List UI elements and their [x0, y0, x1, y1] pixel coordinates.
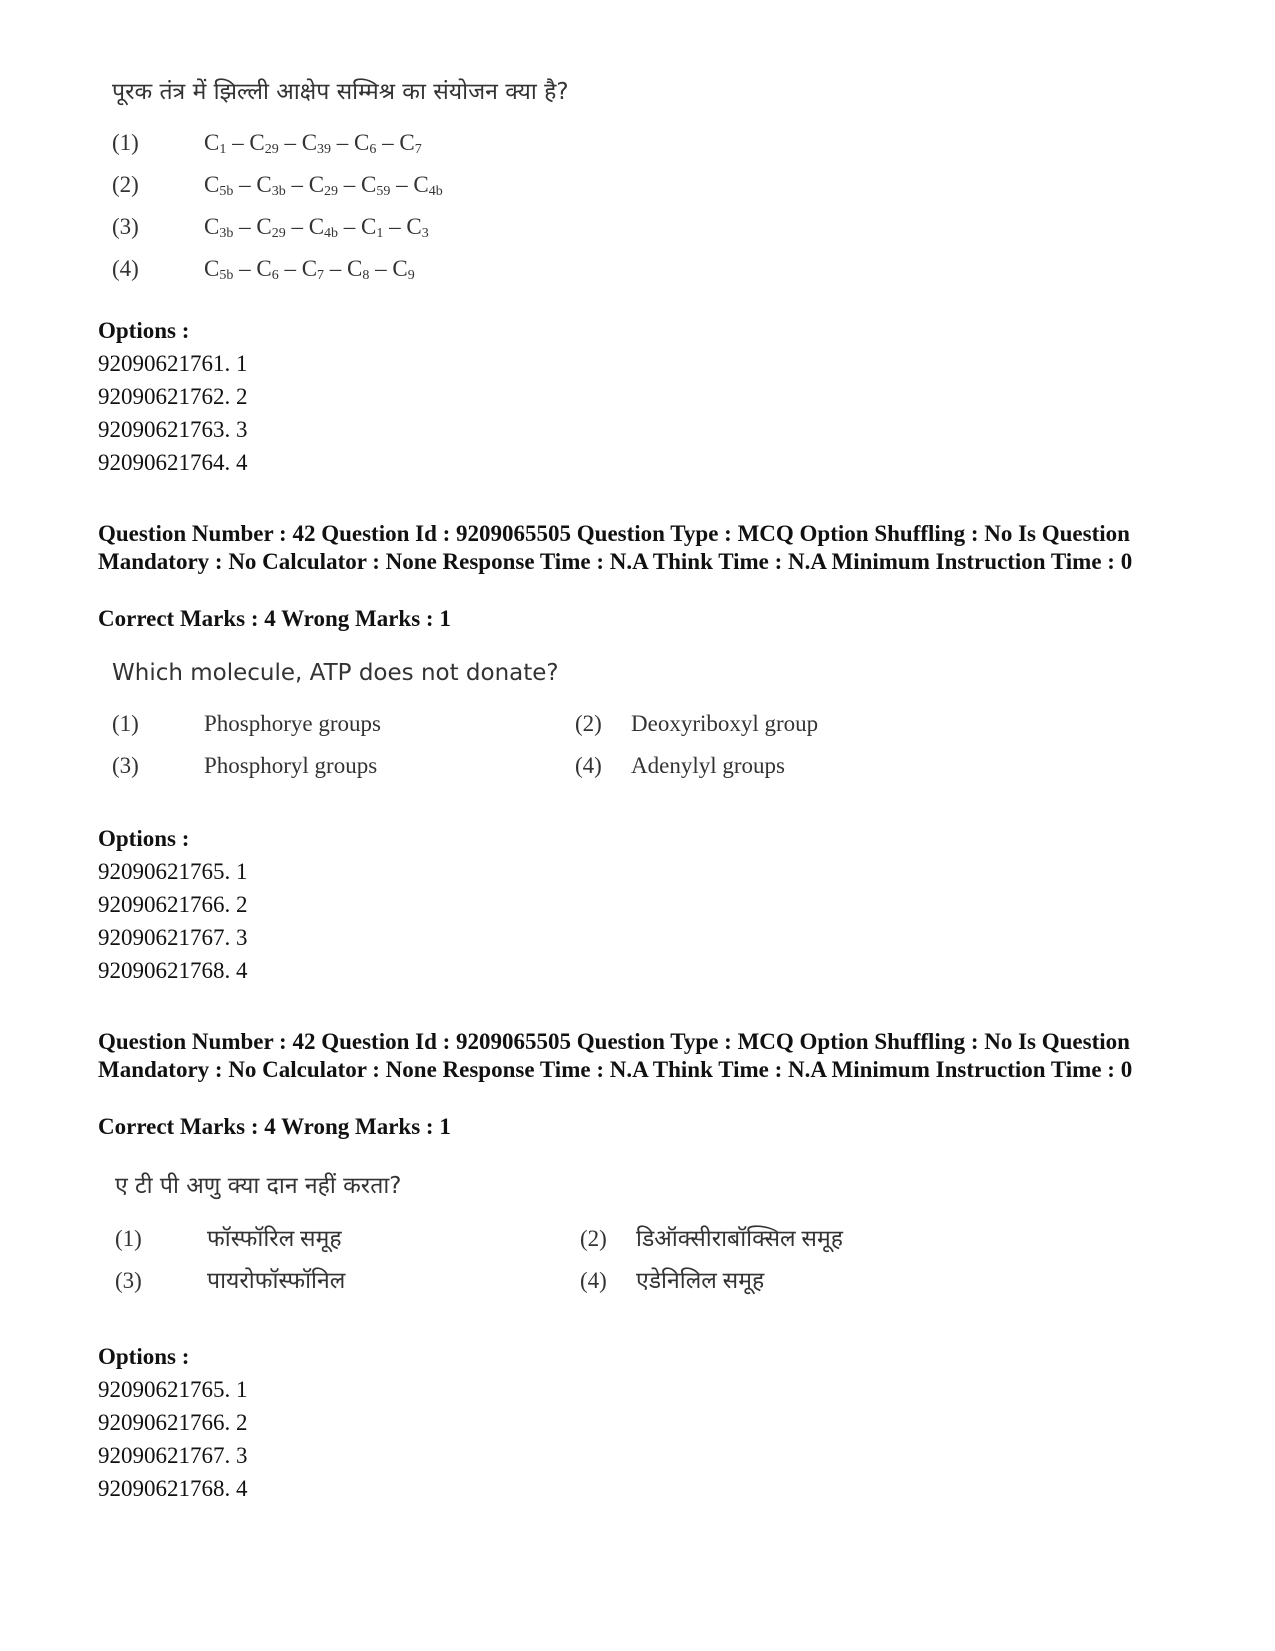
choice-text: फॉस्फॉरिल समूह [207, 1226, 342, 1251]
formula-term: $C_{4b}$ [308, 214, 339, 241]
option-item: 92090621763. 3 [98, 417, 248, 442]
options-label: Options : [98, 318, 190, 343]
q3-choice-3 [115, 1263, 345, 1295]
choice-number: (3) [112, 753, 139, 778]
choice-text: Deoxyriboxyl group [631, 711, 819, 736]
option-item: 92090621767. 3 [98, 925, 248, 950]
q2-choice-2 [575, 711, 818, 737]
formula-dash: – [324, 256, 348, 281]
q2-choice-3 [112, 753, 377, 779]
option-item: 92090621762. 2 [98, 384, 248, 409]
choice-formula [204, 256, 415, 281]
choice-text: डिऑक्सीराबॉक्सिल समूह [636, 1226, 843, 1251]
formula-term: $C_7$ [399, 130, 422, 157]
choice-number: (1) [115, 1226, 142, 1251]
choice-number: (4) [580, 1268, 607, 1293]
option-item: 92090621764. 4 [98, 450, 248, 475]
option-item: 92090621765. 1 [98, 859, 248, 884]
formula-term: $C_3$ [406, 214, 429, 241]
q3-choice-4 [580, 1263, 764, 1295]
formula-dash: – [226, 130, 250, 155]
formula-dash: – [278, 130, 302, 155]
formula-dash: – [233, 256, 257, 281]
formula-term: $C_{3b}$ [204, 214, 234, 241]
choice-text: Adenylyl groups [631, 753, 785, 778]
q3-marks: Correct Marks : 4 Wrong Marks : 1 [98, 1114, 451, 1139]
choice-text: Phosphorye groups [204, 711, 381, 736]
option-item: 92090621761. 1 [98, 351, 248, 376]
formula-dash: – [233, 214, 257, 239]
formula-dash: – [369, 256, 393, 281]
choice-number: (1) [112, 711, 139, 736]
formula-dash: – [233, 172, 257, 197]
choice-number: (2) [112, 172, 139, 197]
formula-term: $C_9$ [392, 256, 415, 283]
choice-number: (1) [112, 130, 139, 155]
formula-dash: – [285, 172, 309, 197]
q2-marks: Correct Marks : 4 Wrong Marks : 1 [98, 606, 451, 631]
choice-formula [204, 214, 429, 239]
q1-choice-4 [112, 256, 415, 284]
formula-dash: – [383, 214, 407, 239]
formula-term: $C_{5b}$ [204, 172, 234, 199]
choice-text: पायरोफॉस्फॉनिल [207, 1268, 346, 1293]
formula-term: $C_{59}$ [361, 172, 391, 199]
option-item: 92090621765. 1 [98, 1377, 248, 1402]
option-item: 92090621768. 4 [98, 1476, 248, 1501]
q2-meta: Question Number : 42 Question Id : 9209065505 Question Type : MCQ Option Shuffling : No Is Question Mandatory : No Calculator : None Response Time : N.A Think Time : N.A Minimum Instruction Time : 0 [98, 521, 1133, 574]
q2-choice-4 [575, 753, 785, 779]
formula-term: $C_{29}$ [256, 214, 286, 241]
option-item: 92090621767. 3 [98, 1443, 248, 1468]
formula-term: $C_{29}$ [308, 172, 339, 199]
q2-choice-1 [112, 711, 381, 737]
q1-options [98, 314, 248, 479]
formula-term: $C_6$ [354, 130, 377, 157]
options-label: Options : [98, 1344, 190, 1369]
q1-choice-1 [112, 130, 422, 158]
choice-number: (4) [112, 256, 139, 281]
formula-dash: – [285, 214, 309, 239]
formula-term: $C_{3b}$ [256, 172, 286, 199]
formula-term: $C_7$ [301, 256, 325, 283]
choice-number: (4) [575, 753, 602, 778]
formula-term: $C_8$ [347, 256, 370, 283]
formula-term: $C_{4b}$ [413, 172, 443, 199]
option-item: 92090621768. 4 [98, 958, 248, 983]
option-item: 92090621766. 2 [98, 892, 248, 917]
q1-choice-3 [112, 214, 429, 242]
formula-dash: – [390, 172, 414, 197]
choice-number: (2) [580, 1226, 607, 1251]
q1-choice-2 [112, 172, 443, 200]
formula-term: $C_{29}$ [249, 130, 279, 157]
formula-term: $C_{5b}$ [204, 256, 234, 283]
choice-number: (3) [115, 1268, 142, 1293]
choice-text: Phosphoryl groups [204, 753, 378, 778]
q3-options [98, 1340, 248, 1505]
choice-formula [204, 172, 443, 197]
formula-dash: – [338, 214, 362, 239]
q1-stem: पूरक तंत्र में झिल्ली आक्षेप सम्मिश्र का संयोजन क्या है? [112, 79, 569, 105]
formula-term: $C_1$ [361, 214, 384, 241]
formula-dash: – [331, 130, 355, 155]
choice-formula [204, 130, 422, 155]
choice-text: एडेनिलिल समूह [636, 1268, 765, 1293]
q3-stem: ए टी पी अणु क्या दान नहीं करता? [115, 1173, 402, 1199]
formula-dash: – [338, 172, 362, 197]
q3-choice-1 [115, 1221, 342, 1253]
options-label: Options : [98, 826, 190, 851]
q3-choice-2 [580, 1221, 843, 1253]
formula-term: $C_{39}$ [301, 130, 332, 157]
q3-meta: Question Number : 42 Question Id : 9209065505 Question Type : MCQ Option Shuffling : No Is Question Mandatory : No Calculator : None Response Time : N.A Think Time : N.A Minimum Instruction Time : 0 [98, 1029, 1133, 1082]
formula-term: $C_1$ [204, 130, 227, 157]
q2-options [98, 822, 248, 987]
choice-number: (2) [575, 711, 602, 736]
formula-dash: – [376, 130, 400, 155]
q2-stem: Which molecule, ATP does not donate? [112, 660, 559, 686]
formula-term: $C_6$ [256, 256, 279, 283]
choice-number: (3) [112, 214, 139, 239]
option-item: 92090621766. 2 [98, 1410, 248, 1435]
formula-dash: – [278, 256, 302, 281]
